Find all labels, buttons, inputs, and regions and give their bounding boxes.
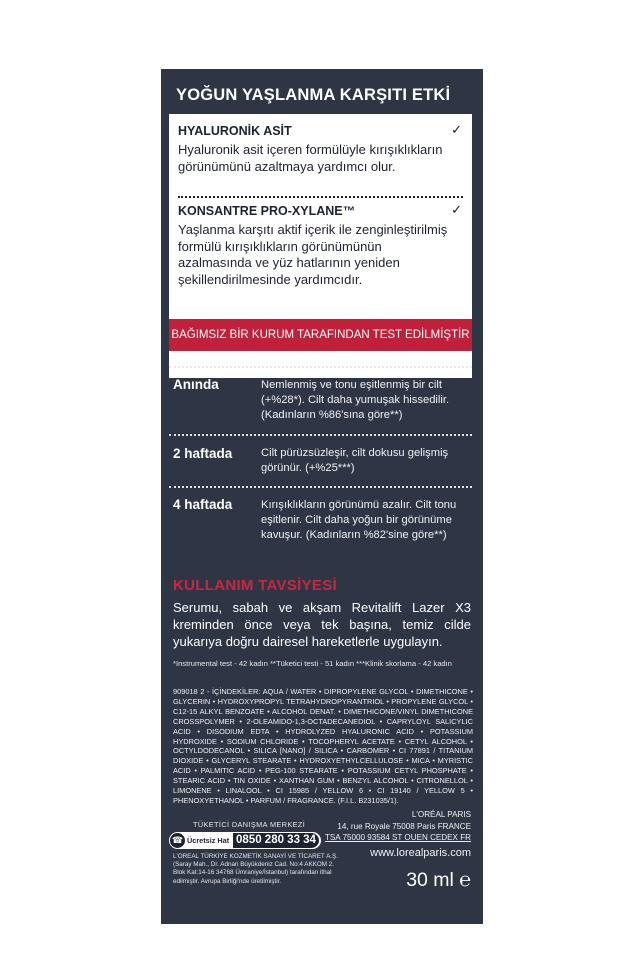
brand-name: L'ORÉAL PARIS xyxy=(411,810,471,819)
ingredients-list: 909018 2 - İÇİNDEKİLER: AQUA / WATER • DIPROPYLENE GLYCOL • DIMETHICONE • GLYCERIN • HYDROXYPROPYL TETRAHYDROPYRANTRIOL • PROPYLENE GLYCOL • C12-15 ALKYL BENZOATE • ALCOHOL DENAT. • DIMETHICONE/VINYL DIMETHICONE CROSSPOLYMER • 2-OLEAMIDO-1,3-OCTADECANEDIOL • CAPRYLOYL SALICYLIC ACID • DISODIUM EDTA • HYDROLYZED HYALURONIC ACID • POTASSIUM HYDROXIDE • SODIUM CHLORIDE • TOCOPHERYL ACETATE • CETYL ALCOHOL • OCTYLDODECANOL • SILICA [NANO] / SILICA • CARBOMER • CI 77891 / TITANIUM DIOXIDE • GLYCERYL STEARATE • HYDROXYETHYLCELLULOSE • MICA • MYRISTIC ACID • PALMITIC ACID • PEG-100 STEARATE • POTASSIUM CETYL PHOSPHATE • STEARIC ACID • TIN OXIDE • XANTHAN GUM • BENZYL ALCOHOL • CITRONELLOL • LIMONENE • LINALOOL • CI 15985 / YELLOW 6 • CI 19140 / YELLOW 5 • PHENOXYETHANOL • PARFUM / FRAGRANCE. (F.I.L. B231035/1). xyxy=(173,687,473,805)
result-period-instant: Anında xyxy=(173,377,219,392)
benefit-heading-proxylane: KONSANTRE PRO-XYLANE™ xyxy=(178,204,356,218)
product-label-panel xyxy=(161,69,483,924)
product-volume: 30 ml ℮ xyxy=(406,869,471,891)
dotted-divider xyxy=(178,196,463,198)
brand-website: www.lorealparis.com xyxy=(370,847,471,859)
hotline-label: Ücretsiz Hat xyxy=(187,836,230,845)
hotline-badge xyxy=(169,832,321,849)
importer-info xyxy=(173,853,341,886)
result-period-2-weeks: 2 haftada xyxy=(173,446,233,461)
dotted-separator xyxy=(169,366,472,368)
usage-text: Serumu, sabah ve akşam Revitalift Lazer X3 kreminden önce veya tek başına, temiz cilde yukarıya doğru dairesel hareketlerle uygulayın. xyxy=(173,600,471,649)
check-icon: ✓ xyxy=(451,202,462,217)
phone-icon: ☎ xyxy=(170,833,185,848)
result-text-instant: Nemlenmiş ve tonu eşitlenmiş bir cilt (+%28*). Cilt daha yumuşak hissedilir. (Kadınların %86'sına göre**) xyxy=(261,379,450,421)
check-icon: ✓ xyxy=(451,122,462,137)
brand-address-block xyxy=(311,809,471,844)
panel-title: YOĞUN YAŞLANMA KARŞITI ETKİ xyxy=(176,86,451,104)
company-name: L'OREAL TÜRKİYE KOZMETİK SANAYİ VE TİCARET A.Ş. xyxy=(173,853,338,860)
benefit-heading-hyaluronic: HYALURONİK ASİT xyxy=(178,124,292,138)
benefit-text-proxylane: Yaşlanma karşıtı aktif içerik ile zenginleştirilmiş formülü kırışıklıkların görünümünün azalmasında ve yüz hatlarının yeniden şekillendirilmesinde yardımcıdır. xyxy=(178,222,448,287)
benefit-text-hyaluronic: Hyaluronik asit içeren formülüyle kırışıklıkların görünümünü azaltmaya yardımcı olur. xyxy=(178,142,443,174)
hotline-number: 0850 280 33 34 xyxy=(233,833,319,848)
dotted-separator xyxy=(169,486,472,488)
test-footnote: *Instrumental test - 42 kadın **Tüketici testi - 51 kadın ***Klinik skorlama - 42 kadın xyxy=(173,659,452,668)
test-badge: BAĞIMSIZ BİR KURUM TARAFINDAN TEST EDİLMİŞTİR xyxy=(169,319,472,351)
result-period-4-weeks: 4 haftada xyxy=(173,497,233,512)
brand-address-line-2: TSA 75000 93584 ST OUEN CEDEX FR xyxy=(324,833,471,843)
consumer-center-title: TÜKETİCİ DANIŞMA MERKEZİ xyxy=(193,820,306,829)
company-address: (Saray Mah., Dr. Adnan Büyükdeniz Cad. No:4 AKKOM 2. Blok Kat:14-16 34768 Ümraniye/İstanbul) tarafından ithal edilmiştir. Avrupa Birliği'nde üretilmiştir. xyxy=(173,861,335,885)
brand-address-line-1: 14, rue Royale 75008 Paris FRANCE xyxy=(337,821,471,831)
usage-title: KULLANIM TAVSİYESİ xyxy=(173,577,338,594)
result-text-4-weeks: Kırışıklıkların görünümü azalır. Cilt tonu eşitlenir. Cilt daha yoğun bir görünüme kavuşur. (Kadınların %82'sine göre**) xyxy=(261,499,457,541)
dotted-separator xyxy=(169,434,472,436)
result-text-2-weeks: Cilt pürüzsüzleşir, cilt dokusu gelişmiş görünür. (+%25***) xyxy=(261,447,449,474)
